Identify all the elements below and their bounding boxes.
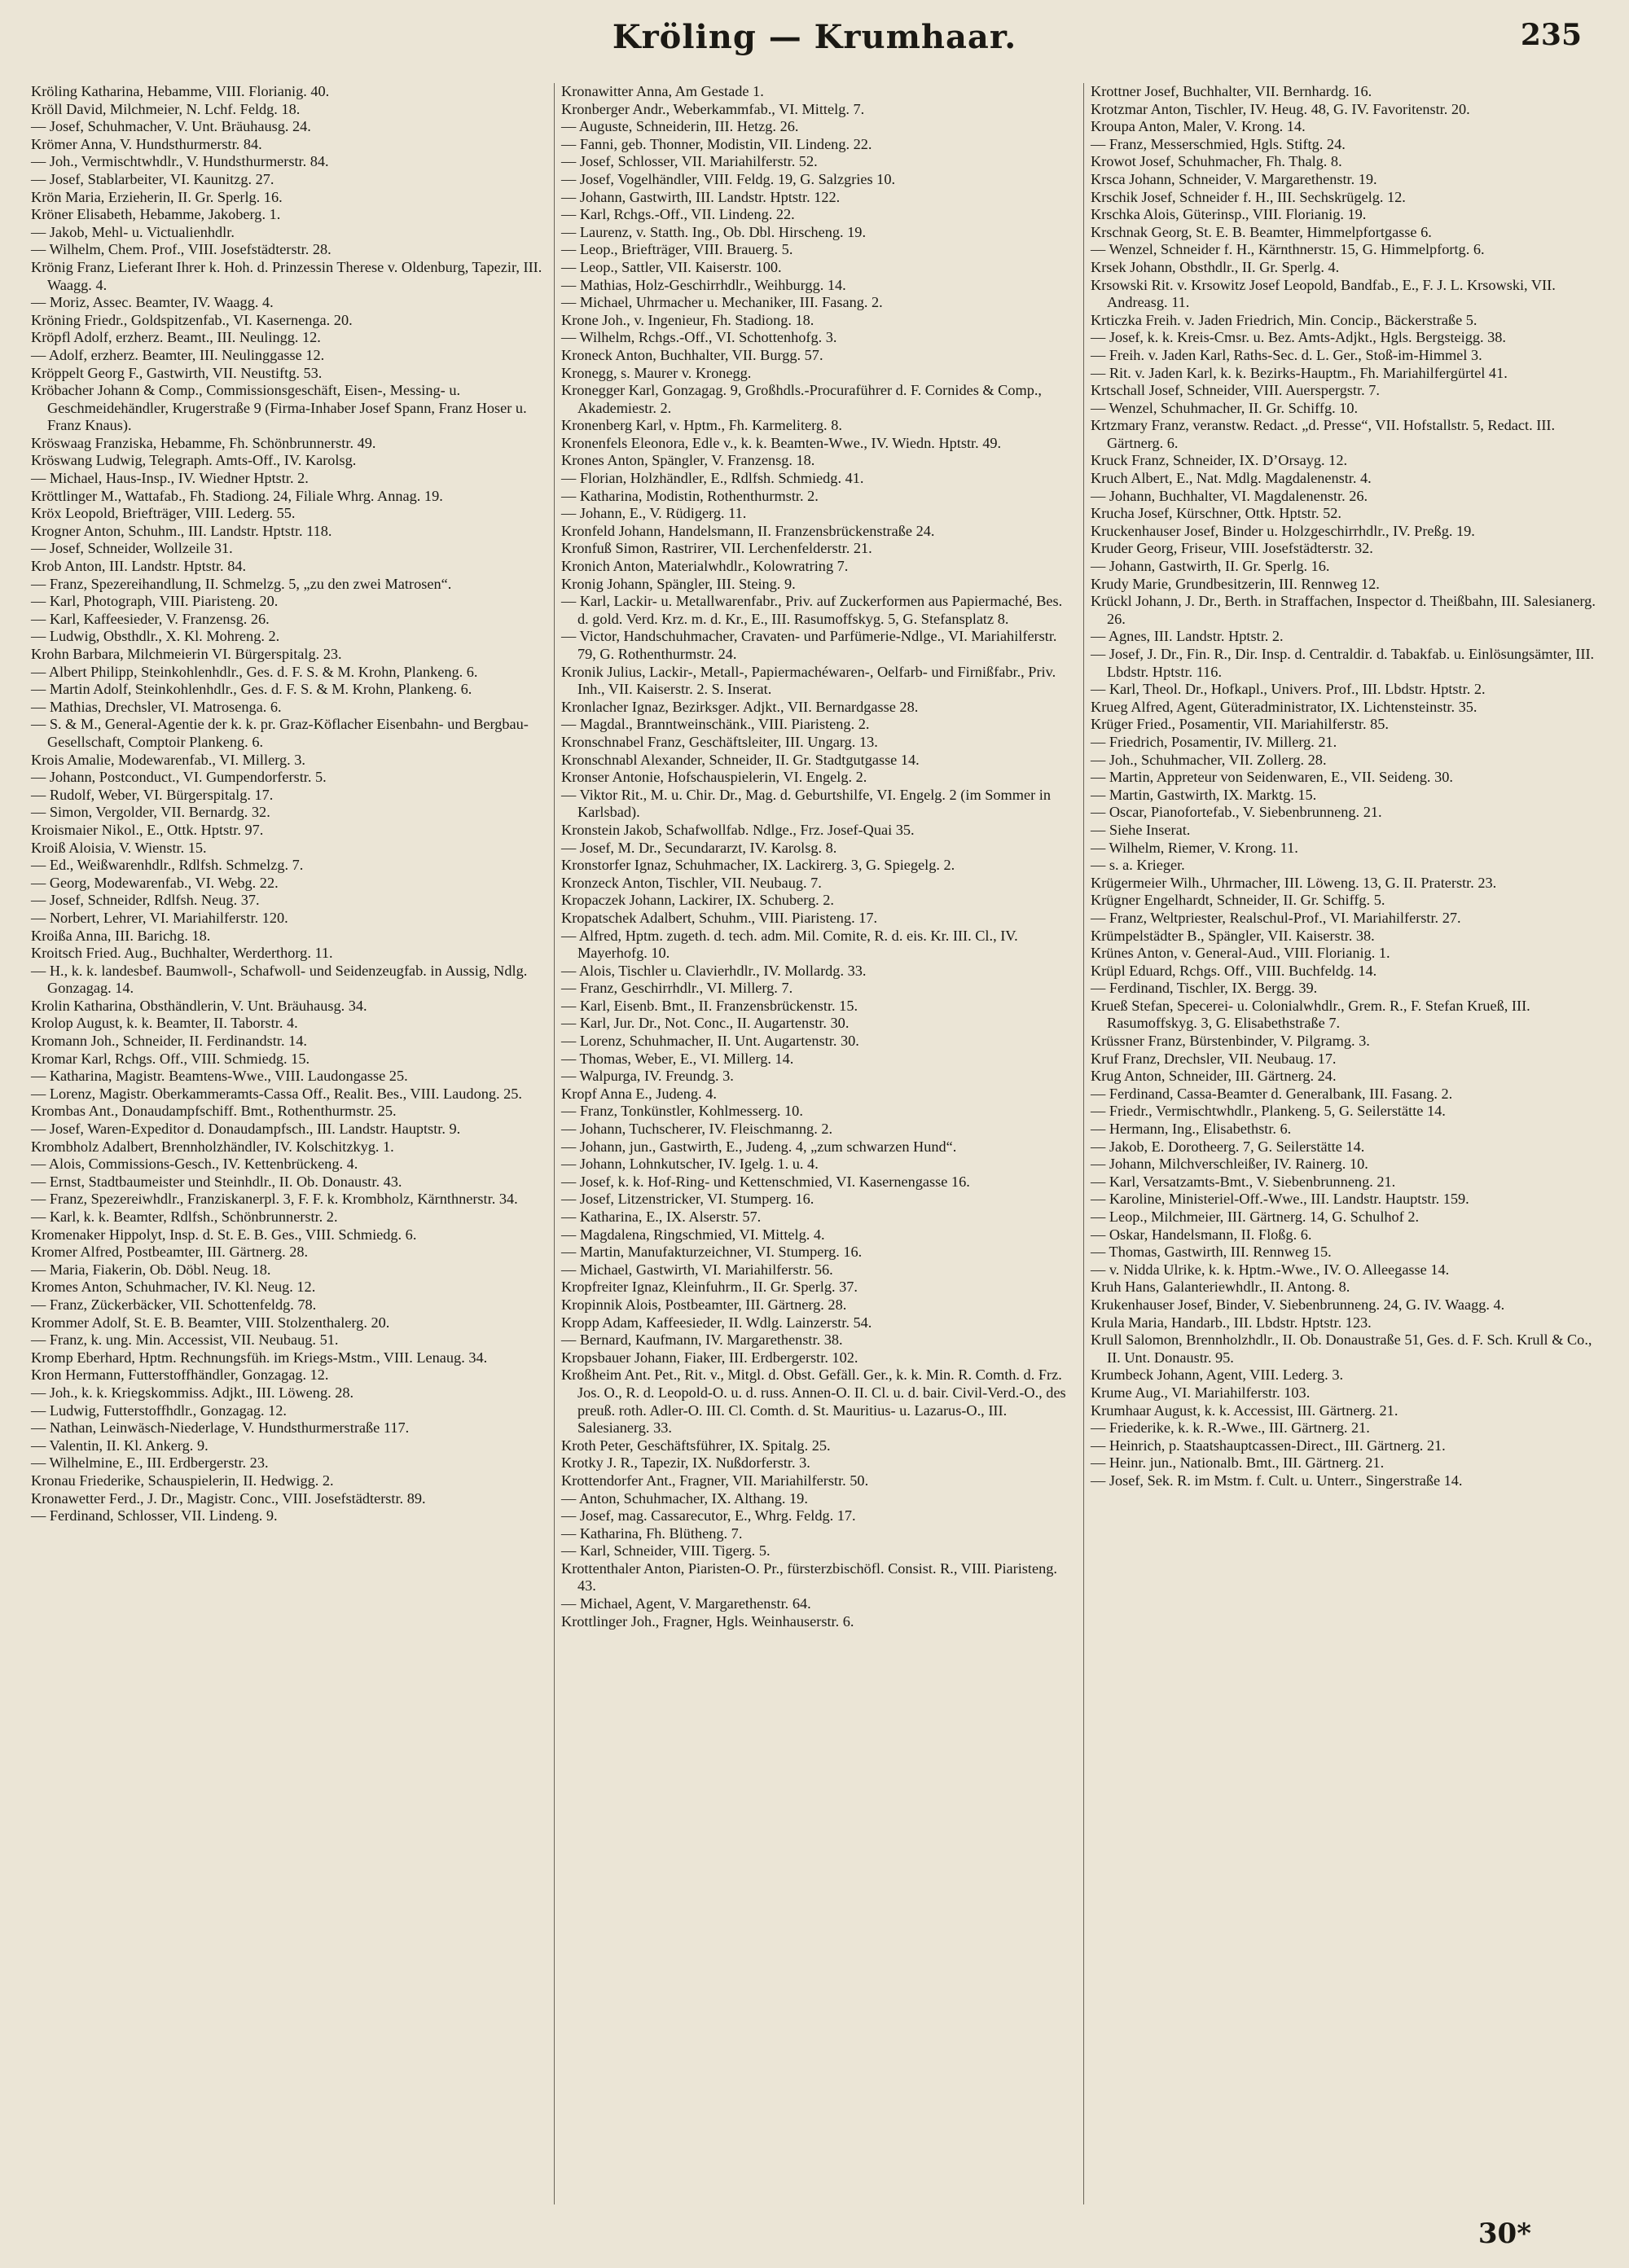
directory-entry: — Alfred, Hptm. zugeth. d. tech. adm. Mil. Comite, R. d. eis. Kr. III. Cl., IV. Mayerhofg. 10. (561, 927, 1018, 962)
directory-entry: Krömer Anna, V. Hundsthurmerstr. 84. (31, 135, 262, 152)
directory-entry: Kromenaker Hippolyt, Insp. d. St. E. B. Ges., VIII. Schmiedg. 6. (31, 1226, 417, 1243)
directory-entry: — Ernst, Stadtbaumeister und Steinhdlr., II. Ob. Donaustr. 43. (31, 1173, 402, 1190)
directory-entry: Kroiß Aloisia, V. Wienstr. 15. (31, 839, 207, 856)
directory-entry: — Josef, Vogelhändler, VIII. Feldg. 19, G. Salzgries 10. (561, 170, 896, 187)
directory-entry: Krsca Johann, Schneider, V. Margarethenstr. 19. (1091, 170, 1377, 187)
directory-entry: Kröswang Ludwig, Telegraph. Amts-Off., IV. Karolsg. (31, 452, 357, 469)
directory-entry: — Nathan, Leinwäsch-Niederlage, V. Hundsthurmerstraße 117. (31, 1419, 410, 1437)
directory-entry: — Karl, Theol. Dr., Hofkapl., Univers. Prof., III. Lbdstr. Hptstr. 2. (1091, 681, 1486, 698)
directory-entry: — Joh., Vermischtwhdlr., V. Hundsthurmerstr. 84. (31, 153, 329, 170)
directory-entry: Kronschnabel Franz, Geschäftsleiter, III. Ungarg. 13. (561, 733, 878, 750)
directory-entry: — Wilhelm, Riemer, V. Krong. 11. (1091, 839, 1298, 856)
directory-entry: — Franz, Messerschmied, Hgls. Stiftg. 24. (1091, 135, 1346, 152)
directory-entry: — Franz, Geschirrhdlr., VI. Millerg. 7. (561, 980, 793, 997)
directory-entry: — Auguste, Schneiderin, III. Hetzg. 26. (561, 118, 799, 135)
directory-entry: Krumbeck Johann, Agent, VIII. Lederg. 3. (1091, 1367, 1344, 1384)
directory-entry: — Wilhelm, Rchgs.-Off., VI. Schottenhofg. 3. (561, 329, 837, 346)
directory-entry: Krombas Ant., Donaudampfschiff. Bmt., Rothenthurmstr. 25. (31, 1103, 397, 1120)
directory-entry: — Ed., Weißwarenhdlr., Rdlfsh. Schmelzg. 7. (31, 857, 304, 874)
directory-entry: — Mathias, Holz-Geschirrhdlr., Weihburgg. 14. (561, 276, 846, 293)
directory-entry: — Walpurga, IV. Freundg. 3. (561, 1068, 734, 1085)
directory-entry: Kröling Katharina, Hebamme, VIII. Florianig. 40. (31, 83, 330, 99)
directory-entry: Kroismaier Nikol., E., Ottk. Hptstr. 97. (31, 821, 264, 838)
directory-entry: — Josef, mag. Cassarecutor, E., Whrg. Feldg. 17. (561, 1507, 856, 1524)
directory-entry: — S. & M., General-Agentie der k. k. pr. Graz-Köflacher Eisenbahn- und Bergbau-Gesellschaft, Comptoir Plankeng. 6. (31, 716, 529, 750)
directory-entry: — Johann, Gastwirth, III. Landstr. Hptstr. 122. (561, 188, 841, 205)
directory-entry: Kropinnik Alois, Postbeamter, III. Gärtnerg. 28. (561, 1296, 847, 1313)
directory-entry: — Leop., Milchmeier, III. Gärtnerg. 14, G. Schulhof 2. (1091, 1209, 1420, 1225)
directory-entry: — Franz, Zückerbäcker, VII. Schottenfeldg. 78. (31, 1296, 317, 1313)
directory-entry: — Karl, Versatzamts-Bmt., V. Siebenbrunneng. 21. (1091, 1173, 1396, 1190)
directory-entry: Krückl Johann, J. Dr., Berth. in Straffachen, Inspector d. Theißbahn, III. Salesianerg. 26. (1091, 593, 1596, 627)
directory-entry: — Adolf, erzherz. Beamter, III. Neulinggasse 12. (31, 346, 325, 363)
page-number: 235 (1520, 18, 1582, 52)
directory-entry: — v. Nidda Ulrike, k. k. Hptm.-Wwe., IV. O. Alleegasse 14. (1091, 1261, 1450, 1278)
directory-entry: — Johann, Tuchscherer, IV. Fleischmanng. 2. (561, 1121, 833, 1138)
directory-entry: — Heinrich, p. Staatshauptcassen-Direct., III. Gärtnerg. 21. (1091, 1437, 1446, 1454)
directory-entry: — Michael, Haus-Insp., IV. Wiedner Hptstr. 2. (31, 470, 309, 487)
directory-entry: Kronenfels Eleonora, Edle v., k. k. Beamten-Wwe., IV. Wiedn. Hptstr. 49. (561, 434, 1002, 451)
directory-entry: — Jakob, Mehl- u. Victualienhdlr. (31, 223, 235, 240)
directory-entry: — Wilhelm, Chem. Prof., VIII. Josefstädterstr. 28. (31, 241, 332, 258)
directory-entry: — Karl, Lackir- u. Metallwarenfabr., Priv. auf Zuckerformen aus Papiermaché, Bes. d. gold. Verd. Krz. m. d. Kr., E., III. Rasumoffskyg. 5, G. Stefansplatz 8. (561, 593, 1063, 627)
directory-entry: Kruh Hans, Galanteriewhdlr., II. Antong. 8. (1091, 1279, 1350, 1296)
directory-entry: — Valentin, II. Kl. Ankerg. 9. (31, 1437, 209, 1454)
directory-entry: Krudy Marie, Grundbesitzerin, III. Rennweg 12. (1091, 575, 1380, 592)
directory-entry: Kropf Anna E., Judeng. 4. (561, 1085, 717, 1102)
directory-entry: — Katharina, E., IX. Alserstr. 57. (561, 1209, 762, 1225)
directory-columns (24, 83, 1613, 2204)
directory-entry: Krottlinger Joh., Fragner, Hgls. Weinhauserstr. 6. (561, 1612, 854, 1630)
directory-entry: Krschka Alois, Güterinsp., VIII. Florianig. 19. (1091, 206, 1367, 223)
directory-entry: Kromer Alfred, Postbeamter, III. Gärtnerg. 28. (31, 1244, 309, 1261)
directory-entry: — Rit. v. Jaden Karl, k. k. Bezirks-Hauptm., Fh. Mariahilfergürtel 41. (1091, 364, 1508, 381)
directory-entry: — Jakob, E. Dorotheerg. 7, G. Seilerstätte 14. (1091, 1138, 1365, 1155)
directory-entry: Kruder Georg, Friseur, VIII. Josefstädterstr. 32. (1091, 540, 1373, 557)
directory-entry: — Josef, k. k. Hof-Ring- und Kettenschmied, VI. Kasernengasse 16. (561, 1173, 970, 1190)
directory-entry: — Oscar, Pianofortefab., V. Siebenbrunneng. 21. (1091, 804, 1382, 821)
directory-entry: Kronawetter Ferd., J. Dr., Magistr. Conc., VIII. Josefstädterstr. 89. (31, 1489, 426, 1507)
directory-entry: Krünes Anton, v. General-Aud., VIII. Florianig. 1. (1091, 945, 1390, 962)
directory-entry: — Hermann, Ing., Elisabethstr. 6. (1091, 1121, 1292, 1138)
directory-entry: Kröpfl Adolf, erzherz. Beamt., III. Neulingg. 12. (31, 329, 321, 346)
directory-entry: — Katharina, Magistr. Beamtens-Wwe., VIII. Laudongasse 25. (31, 1068, 408, 1085)
directory-entry: Kruckenhauser Josef, Binder u. Holzgeschirrhdlr., IV. Preßg. 19. (1091, 522, 1475, 539)
directory-entry: — Simon, Vergolder, VII. Bernardg. 32. (31, 804, 270, 821)
directory-entry: — Ludwig, Futterstoffhdlr., Gonzagag. 12. (31, 1402, 287, 1419)
directory-entry: Krukenhauser Josef, Binder, V. Siebenbrunneng. 24, G. IV. Waagg. 4. (1091, 1296, 1505, 1313)
directory-entry: — Friedr., Vermischtwhdlr., Plankeng. 5, G. Seilerstätte 14. (1091, 1103, 1446, 1120)
directory-entry: — Viktor Rit., M. u. Chir. Dr., Mag. d. Geburtshilfe, VI. Engelg. 2 (im Sommer in Karlsbad). (561, 786, 1051, 821)
directory-entry: — Oskar, Handelsmann, II. Floßg. 6. (1091, 1226, 1312, 1243)
directory-entry: Kroneck Anton, Buchhalter, VII. Burgg. 57. (561, 346, 823, 363)
directory-entry: — Michael, Gastwirth, VI. Mariahilferstr. 56. (561, 1261, 833, 1278)
directory-entry: — Karoline, Ministeriel-Off.-Wwe., III. Landstr. Hauptstr. 159. (1091, 1191, 1469, 1208)
directory-entry: — Johann, Milchverschleißer, IV. Rainerg. 10. (1091, 1156, 1368, 1173)
directory-entry: Kröx Leopold, Briefträger, VIII. Lederg. 55. (31, 505, 296, 522)
directory-entry: — Martin Adolf, Steinkohlenhdlr., Ges. d. F. S. & M. Krohn, Plankeng. 6. (31, 681, 472, 698)
directory-entry: — Florian, Holzhändler, E., Rdlfsh. Schmiedg. 41. (561, 470, 864, 487)
directory-entry: Kromann Joh., Schneider, II. Ferdinandstr. 14. (31, 1033, 307, 1050)
directory-entry: Kronfuß Simon, Rastrirer, VII. Lerchenfelderstr. 21. (561, 540, 872, 557)
directory-entry: Kruck Franz, Schneider, IX. D’Orsayg. 12. (1091, 452, 1348, 469)
directory-entry: — Michael, Agent, V. Margarethenstr. 64. (561, 1595, 811, 1612)
directory-entry: Krula Maria, Handarb., III. Lbdstr. Hptstr. 123. (1091, 1314, 1372, 1331)
directory-entry: — Franz, Spezereiwhdlr., Franziskanerpl. 3, F. F. k. Krombholz, Kärnthnerstr. 34. (31, 1191, 518, 1208)
directory-entry: Kronegger Karl, Gonzagag. 9, Großhdls.-Procuraführer d. F. Cornides & Comp., Akademiestr. 2. (561, 382, 1043, 416)
directory-entry: — Thomas, Gastwirth, III. Rennweg 15. (1091, 1244, 1332, 1261)
directory-entry: — Heinr. jun., Nationalb. Bmt., III. Gärtnerg. 21. (1091, 1454, 1385, 1472)
directory-entry: Kronawitter Anna, Am Gestade 1. (561, 83, 764, 99)
directory-entry: Kronstein Jakob, Schafwollfab. Ndlge., Frz. Josef-Quai 35. (561, 821, 915, 838)
directory-entry: Kropp Adam, Kaffeesieder, II. Wdlg. Lainzerstr. 54. (561, 1314, 872, 1331)
directory-entry: — Karl, Jur. Dr., Not. Conc., II. Augartenstr. 30. (561, 1015, 850, 1032)
directory-entry: Kroißa Anna, III. Barichg. 18. (31, 927, 211, 944)
directory-entry: Kruf Franz, Drechsler, VII. Neubaug. 17. (1091, 1050, 1337, 1067)
directory-entry: — Norbert, Lehrer, VI. Mariahilferstr. 120. (31, 909, 288, 926)
directory-entry: — Mathias, Drechsler, VI. Matrosenga. 6. (31, 698, 282, 715)
directory-entry: Krsek Johann, Obsthdlr., II. Gr. Sperlg. 4. (1091, 258, 1340, 275)
directory-entry: — Wenzel, Schuhmacher, II. Gr. Schiffg. 10. (1091, 399, 1359, 416)
directory-entry: — Lorenz, Magistr. Oberkammeramts-Cassa Off., Realit. Bes., VIII. Laudong. 25. (31, 1085, 522, 1102)
directory-entry: Kruch Albert, E., Nat. Mdlg. Magdalenenstr. 4. (1091, 470, 1372, 487)
directory-entry: — Ludwig, Obsthdlr., X. Kl. Mohreng. 2. (31, 628, 280, 645)
directory-entry: — Josef, Sek. R. im Mstm. f. Cult. u. Unterr., Singerstraße 14. (1091, 1472, 1463, 1489)
directory-entry: Krois Amalie, Modewarenfab., VI. Millerg. 3. (31, 751, 305, 768)
directory-entry: Krtzmary Franz, veranstw. Redact. „d. Presse“, VII. Hofstallstr. 5, Redact. III. Gärtnerg. 6. (1091, 417, 1556, 451)
directory-entry: — Karl, Eisenb. Bmt., II. Franzensbrückenstr. 15. (561, 997, 858, 1014)
running-title: Kröling — Krumhaar. (612, 18, 1017, 56)
directory-entry: Krschnak Georg, St. E. B. Beamter, Himmelpfortgasse 6. (1091, 223, 1432, 240)
directory-entry: Krombholz Adalbert, Brennholzhändler, IV. Kolschitzkyg. 1. (31, 1138, 394, 1155)
directory-entry: Krticzka Freih. v. Jaden Friedrich, Min. Concip., Bäckerstraße 5. (1091, 311, 1478, 328)
directory-entry: Kronlacher Ignaz, Bezirksger. Adjkt., VII. Bernardgasse 28. (561, 698, 919, 715)
directory-entry: — Alois, Tischler u. Clavierhdlr., IV. Mollardg. 33. (561, 962, 867, 979)
signature-mark: 30* (1478, 2218, 1531, 2250)
directory-entry: Kröppelt Georg F., Gastwirth, VII. Neustiftg. 53. (31, 364, 323, 381)
directory-entry: Krumhaar August, k. k. Accessist, III. Gärtnerg. 21. (1091, 1402, 1398, 1419)
directory-entry: — Friedrich, Posamentir, IV. Millerg. 21. (1091, 733, 1337, 750)
directory-entry: Krotzmar Anton, Tischler, IV. Heug. 48, G. IV. Favoritenstr. 20. (1091, 100, 1470, 117)
directory-entry: — Victor, Handschuhmacher, Cravaten- und Parfümerie-Ndlge., VI. Mariahilferstr. 79, G. Rothenthurmstr. 24. (561, 628, 1057, 662)
directory-entry: — Fanni, geb. Thonner, Modistin, VII. Lindeng. 22. (561, 135, 872, 152)
directory-entry: — Laurenz, v. Statth. Ing., Ob. Dbl. Hirscheng. 19. (561, 223, 867, 240)
page-header (0, 18, 1629, 68)
directory-entry: — Georg, Modewarenfab., VI. Webg. 22. (31, 874, 279, 891)
directory-entry: Krügermeier Wilh., Uhrmacher, III. Löweng. 13, G. II. Praterstr. 23. (1091, 874, 1497, 891)
directory-entry: Kronfeld Johann, Handelsmann, II. Franzensbrückenstraße 24. (561, 522, 935, 539)
directory-entry: Krogner Anton, Schuhm., III. Landstr. Hptstr. 118. (31, 522, 332, 539)
directory-entry: — H., k. k. landesbef. Baumwoll-, Schafwoll- und Seidenzeugfab. in Aussig, Ndlg. Gonzagag. 14. (31, 962, 528, 997)
directory-entry: — Lorenz, Schuhmacher, II. Unt. Augartenstr. 30. (561, 1033, 859, 1050)
directory-entry: Krottendorfer Ant., Fragner, VII. Mariahilferstr. 50. (561, 1472, 869, 1489)
directory-entry: Krottner Josef, Buchhalter, VII. Bernhardg. 16. (1091, 83, 1372, 99)
directory-entry: Kröll David, Milchmeier, N. Lchf. Feldg. 18. (31, 100, 301, 117)
directory-entry: Kronig Johann, Spängler, III. Steing. 9. (561, 575, 796, 592)
directory-entry: Krüger Fried., Posamentir, VII. Mariahilferstr. 85. (1091, 716, 1389, 733)
directory-entry: Krüpl Eduard, Rchgs. Off., VIII. Buchfeldg. 14. (1091, 962, 1377, 979)
directory-entry: — Karl, Schneider, VIII. Tigerg. 5. (561, 1542, 771, 1560)
directory-entry: Kronegg, s. Maurer v. Kronegg. (561, 364, 752, 381)
directory-entry: — Josef, Schlosser, VII. Mariahilferstr. 52. (561, 153, 818, 170)
directory-entry: Krueg Alfred, Agent, Güteradministrator, IX. Lichtensteinstr. 35. (1091, 698, 1478, 715)
directory-entry: — Thomas, Weber, E., VI. Millerg. 14. (561, 1050, 794, 1067)
directory-entry: Kronser Antonie, Hofschauspielerin, VI. Engelg. 2. (561, 769, 867, 786)
directory-entry: — Josef, Stablarbeiter, VI. Kaunitzg. 27. (31, 170, 274, 187)
directory-entry: — Bernard, Kaufmann, IV. Margarethenstr. 38. (561, 1331, 843, 1349)
directory-entry: — Franz, Weltpriester, Realschul-Prof., VI. Mariahilferstr. 27. (1091, 909, 1461, 926)
directory-entry: — Martin, Manufakturzeichner, VI. Stumperg. 16. (561, 1244, 863, 1261)
directory-entry: Krsowski Rit. v. Krsowitz Josef Leopold, Bandfab., E., F. J. L. Krsowski, VII. Andreasg. 11. (1091, 276, 1556, 311)
directory-entry: — Ferdinand, Cassa-Beamter d. Generalbank, III. Fasang. 2. (1091, 1085, 1453, 1102)
directory-entry: Krone Joh., v. Ingenieur, Fh. Stadiong. 18. (561, 311, 814, 328)
directory-entry: Krolin Katharina, Obsthändlerin, V. Unt. Bräuhausg. 34. (31, 997, 367, 1014)
directory-entry: Kron Hermann, Futterstoffhändler, Gonzagag. 12. (31, 1367, 329, 1384)
directory-entry: — Josef, Waren-Expeditor d. Donaudampfsch., III. Landstr. Hauptstr. 9. (31, 1121, 461, 1138)
directory-entry: — Karl, k. k. Beamter, Rdlfsh., Schönbrunnerstr. 2. (31, 1209, 338, 1225)
directory-entry: — Ferdinand, Schlosser, VII. Lindeng. 9. (31, 1507, 278, 1524)
directory-entry: — Katharina, Modistin, Rothenthurmstr. 2. (561, 487, 819, 504)
directory-entry: — Wilhelmine, E., III. Erdbergerstr. 23. (31, 1454, 269, 1472)
directory-entry: — Josef, M. Dr., Secundararzt, IV. Karolsg. 8. (561, 839, 837, 856)
directory-entry: — Josef, k. k. Kreis-Cmsr. u. Bez. Amts-Adjkt., Hgls. Bergsteigg. 38. (1091, 329, 1506, 346)
directory-entry: Kronik Julius, Lackir-, Metall-, Papiermachéwaren-, Oelfarb- und Firnißfabr., Priv. Inh., VII. Kaiserstr. 2. S. Inserat. (561, 663, 1056, 698)
directory-entry: — Martin, Appreteur von Seidenwaren, E., VII. Seideng. 30. (1091, 769, 1453, 786)
directory-entry: Kronzeck Anton, Tischler, VII. Neubaug. 7. (561, 874, 822, 891)
directory-entry: — Ferdinand, Tischler, IX. Bergg. 39. (1091, 980, 1318, 997)
directory-entry: Kröner Elisabeth, Hebamme, Jakoberg. 1. (31, 206, 281, 223)
directory-entry: Kroth Peter, Geschäftsführer, IX. Spitalg. 25. (561, 1437, 831, 1454)
directory-entry: Kromar Karl, Rchgs. Off., VIII. Schmiedg. 15. (31, 1050, 310, 1067)
directory-entry: — Karl, Kaffeesieder, V. Franzensg. 26. (31, 610, 270, 627)
directory-entry: Krügner Engelhardt, Schneider, II. Gr. Schiffg. 5. (1091, 892, 1385, 909)
directory-entry: — Albert Philipp, Steinkohlenhdlr., Ges. d. F. S. & M. Krohn, Plankeng. 6. (31, 663, 478, 680)
directory-entry: Krob Anton, III. Landstr. Hptstr. 84. (31, 558, 247, 575)
directory-entry: — Johann, Gastwirth, II. Gr. Sperlg. 16. (1091, 558, 1330, 575)
directory-entry: Krume Aug., VI. Mariahilferstr. 103. (1091, 1384, 1311, 1401)
directory-entry: — Martin, Gastwirth, IX. Marktg. 15. (1091, 786, 1317, 803)
directory-entry: — Siehe Inserat. (1091, 821, 1191, 838)
directory-entry: Krümpelstädter B., Spängler, VII. Kaiserstr. 38. (1091, 927, 1375, 944)
directory-entry: — Johann, E., V. Rüdigerg. 11. (561, 505, 747, 522)
directory-entry: — Alois, Commissions-Gesch., IV. Kettenbrückeng. 4. (31, 1156, 358, 1173)
directory-entry: — Johann, jun., Gastwirth, E., Judeng. 4, „zum schwarzen Hund“. (561, 1138, 957, 1155)
directory-entry: — Johann, Buchhalter, VI. Magdalenenstr. 26. (1091, 487, 1368, 504)
directory-entry: — Joh., k. k. Kriegskommiss. Adjkt., III. Löweng. 28. (31, 1384, 354, 1401)
directory-entry: Kröbacher Johann & Comp., Commissionsgeschäft, Eisen-, Messing- u. Geschmeidehändler, Krugerstraße 9 (Firma-Inhaber Josef Spann, Franz Hoser u. Franz Knaus). (31, 382, 527, 434)
directory-entry: — Franz, k. ung. Min. Accessist, VII. Neubaug. 51. (31, 1331, 339, 1349)
directory-entry: — Leop., Briefträger, VIII. Brauerg. 5. (561, 241, 793, 258)
directory-entry: Krucha Josef, Kürschner, Ottk. Hptstr. 52. (1091, 505, 1341, 522)
directory-entry: — Moriz, Assec. Beamter, IV. Waagg. 4. (31, 294, 274, 311)
directory-entry: Krschik Josef, Schneider f. H., III. Sechskrügelg. 12. (1091, 188, 1406, 205)
directory-entry: Kroßheim Ant. Pet., Rit. v., Mitgl. d. Obst. Gefäll. Ger., k. k. Min. R. Comth. d. Frz. Jos. O., R. d. Leopold-O. u. d. russ. Annen-O. II. Cl. u. d. bair. Civil-Verd.-O., des preuß. roth. Adler-O. III. Cl. Comth. d. St. Mauritius- u. Lazarus-O., III. Salesianerg. 33. (561, 1367, 1066, 1437)
directory-entry: Krohn Barbara, Milchmeierin VI. Bürgerspitalg. 23. (31, 646, 342, 662)
directory-entry: — Josef, Schuhmacher, V. Unt. Bräuhausg. 24. (31, 118, 311, 135)
column-middle (554, 83, 1083, 2204)
directory-entry: Kronberger Andr., Weberkammfab., VI. Mittelg. 7. (561, 100, 865, 117)
directory-entry: Krull Salomon, Brennholzhdlr., II. Ob. Donaustraße 51, Ges. d. F. Sch. Krull & Co., II. Unt. Donaustr. 95. (1091, 1331, 1592, 1366)
directory-entry: — Maria, Fiakerin, Ob. Döbl. Neug. 18. (31, 1261, 271, 1278)
column-left (24, 83, 554, 2204)
directory-entry: Kropatschek Adalbert, Schuhm., VIII. Piaristeng. 17. (561, 909, 878, 926)
directory-entry: — Franz, Spezereihandlung, II. Schmelzg. 5, „zu den zwei Matrosen“. (31, 575, 452, 592)
directory-entry: — Magdalena, Ringschmied, VI. Mittelg. 4. (561, 1226, 825, 1243)
directory-entry: Kromp Eberhard, Hptm. Rechnungsfüh. im Kriegs-Mstm., VIII. Lenaug. 34. (31, 1349, 488, 1366)
directory-entry: — s. a. Krieger. (1091, 857, 1185, 874)
directory-entry: Krowot Josef, Schuhmacher, Fh. Thalg. 8. (1091, 153, 1342, 170)
directory-entry: — Johann, Lohnkutscher, IV. Igelg. 1. u. 4. (561, 1156, 819, 1173)
directory-entry: Krotky J. R., Tapezir, IX. Nußdorferstr. 3. (561, 1454, 810, 1472)
directory-entry: Kromes Anton, Schuhmacher, IV. Kl. Neug. 12. (31, 1279, 316, 1296)
directory-entry: Kroitsch Fried. Aug., Buchhalter, Werderthorg. 11. (31, 945, 333, 962)
directory-entry: Kropaczek Johann, Lackirer, IX. Schuberg. 2. (561, 892, 834, 909)
directory-entry: — Leop., Sattler, VII. Kaiserstr. 100. (561, 258, 782, 275)
directory-entry: — Johann, Postconduct., VI. Gumpendorferstr. 5. (31, 769, 327, 786)
directory-entry: Kroupa Anton, Maler, V. Krong. 14. (1091, 118, 1306, 135)
directory-entry: Kröning Friedr., Goldspitzenfab., VI. Kasernenga. 20. (31, 311, 353, 328)
directory-entry: Krolop August, k. k. Beamter, II. Taborstr. 4. (31, 1015, 298, 1032)
directory-entry: — Anton, Schuhmacher, IX. Althang. 19. (561, 1489, 808, 1507)
directory-entry: — Katharina, Fh. Blütheng. 7. (561, 1524, 743, 1542)
directory-entry: — Josef, Schneider, Rdlfsh. Neug. 37. (31, 892, 260, 909)
directory-entry: — Josef, Schneider, Wollzeile 31. (31, 540, 233, 557)
directory-entry: — Franz, Tonkünstler, Kohlmesserg. 10. (561, 1103, 803, 1120)
directory-entry: — Magdal., Branntweinschänk., VIII. Piaristeng. 2. (561, 716, 870, 733)
directory-entry: — Agnes, III. Landstr. Hptstr. 2. (1091, 628, 1284, 645)
directory-entry: — Michael, Uhrmacher u. Mechaniker, III. Fasang. 2. (561, 294, 883, 311)
directory-entry: Kröswaag Franziska, Hebamme, Fh. Schönbrunnerstr. 49. (31, 434, 376, 451)
directory-entry: — Karl, Photograph, VIII. Piaristeng. 20. (31, 593, 279, 610)
directory-entry: Krottenthaler Anton, Piaristen-O. Pr., fürsterzbischöfl. Consist. R., VIII. Piaristeng. 43. (561, 1560, 1057, 1595)
directory-entry: Krueß Stefan, Specerei- u. Colonialwhdlr., Grem. R., F. Stefan Krueß, III. Rasumoffskyg. 3, G. Elisabethstraße 7. (1091, 997, 1530, 1032)
directory-entry: Krüssner Franz, Bürstenbinder, V. Pilgramg. 3. (1091, 1033, 1370, 1050)
directory-entry: Kronich Anton, Materialwhdlr., Kolowratring 7. (561, 558, 849, 575)
column-right (1083, 83, 1613, 2204)
directory-entry: Kröttlinger M., Wattafab., Fh. Stadiong. 24, Filiale Whrg. Annag. 19. (31, 487, 443, 504)
directory-entry: Kropsbauer Johann, Fiaker, III. Erdbergerstr. 102. (561, 1349, 858, 1366)
directory-entry: — Josef, Litzenstricker, VI. Stumperg. 16. (561, 1191, 814, 1208)
directory-entry: Kronschnabl Alexander, Schneider, II. Gr. Stadtgutgasse 14. (561, 751, 920, 768)
directory-entry: Kronstorfer Ignaz, Schuhmacher, IX. Lackirerg. 3, G. Spiegelg. 2. (561, 857, 955, 874)
directory-entry: Kropfreiter Ignaz, Kleinfuhrm., II. Gr. Sperlg. 37. (561, 1279, 858, 1296)
directory-entry: Krommer Adolf, St. E. B. Beamter, VIII. Stolzenthalerg. 20. (31, 1314, 390, 1331)
directory-entry: Krtschall Josef, Schneider, VIII. Auerspergstr. 7. (1091, 382, 1381, 399)
directory-entry: — Joh., Schuhmacher, VII. Zollerg. 28. (1091, 751, 1327, 768)
directory-entry: — Wenzel, Schneider f. H., Kärnthnerstr. 15, G. Himmelpfortg. 6. (1091, 241, 1485, 258)
directory-entry: — Freih. v. Jaden Karl, Raths-Sec. d. L. Ger., Stoß-im-Himmel 3. (1091, 346, 1482, 363)
directory-entry: Krönig Franz, Lieferant Ihrer k. Hoh. d. Prinzessin Therese v. Oldenburg, Tapezir, III. Waagg. 4. (31, 258, 542, 293)
directory-entry: Krones Anton, Spängler, V. Franzensg. 18. (561, 452, 815, 469)
directory-entry: — Josef, J. Dr., Fin. R., Dir. Insp. d. Centraldir. d. Tabakfab. u. Einlösungsämter, III. Lbdstr. Hptstr. 116. (1091, 646, 1595, 680)
directory-entry: — Karl, Rchgs.-Off., VII. Lindeng. 22. (561, 206, 795, 223)
directory-entry: Kronenberg Karl, v. Hptm., Fh. Karmeliterg. 8. (561, 417, 842, 434)
directory-entry: — Friederike, k. k. R.-Wwe., III. Gärtnerg. 21. (1091, 1419, 1370, 1437)
directory-entry: Kronau Friederike, Schauspielerin, II. Hedwigg. 2. (31, 1472, 334, 1489)
directory-entry: Krön Maria, Erzieherin, II. Gr. Sperlg. 16. (31, 188, 283, 205)
directory-entry: — Rudolf, Weber, VI. Bürgerspitalg. 17. (31, 786, 274, 803)
directory-entry: Krug Anton, Schneider, III. Gärtnerg. 24. (1091, 1068, 1337, 1085)
